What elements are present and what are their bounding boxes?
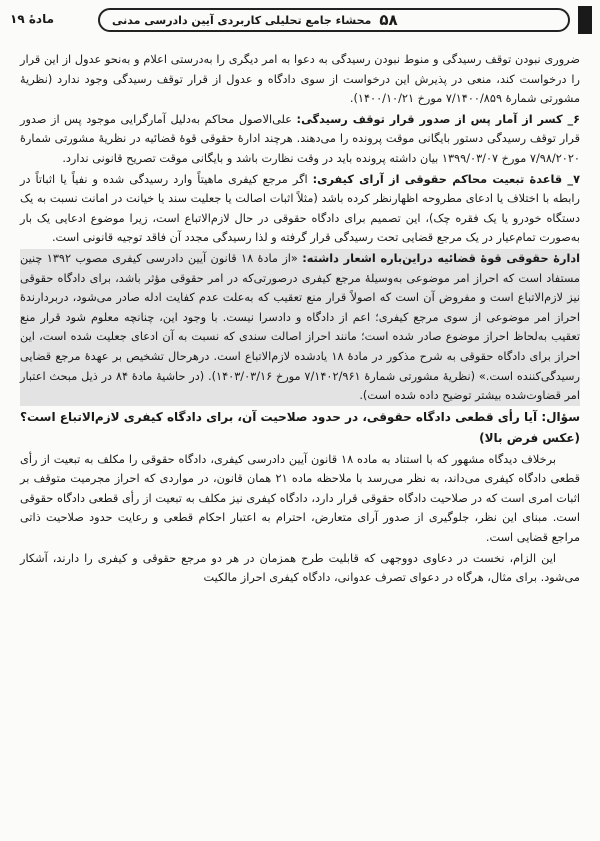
section-7 bbox=[20, 170, 580, 248]
page-body bbox=[20, 50, 580, 589]
legal-opinion-title: ادارهٔ حقوقی قوهٔ قضائیه دراین‌باره اشعار داشته: bbox=[302, 251, 580, 265]
book-title: محشاء جامع تحلیلی کاربردی آیین دادرسی مدنی bbox=[112, 13, 372, 27]
page-header bbox=[8, 6, 592, 34]
answer-paragraph: برخلاف دیدگاه مشهور که با استناد به ماده ۱۸ قانون آیین دادرسی کیفری، دادگاه حقوقی را مکلف به تبعیت از رأی قطعی دادگاه کیفری می‌داند، به نظر می‌رسد با ملاحظه ماده ۲۱ همان قانون، در مواردی که احراز مجرمیت متوقف بر اثبات امری است که در صلاحیت دادگاه حقوقی قرار دارد، دادگاه کیفری نیز مکلف به تبعیت از رأی قطعی دادگاه حقوقی است. مبنای این نظر، جلوگیری از صدور آرای متعارض، احترام به اعتبار احکام قطعی و رعایت حدود صلاحیت ذاتی مراجع قضایی است. bbox=[20, 452, 580, 545]
legal-opinion bbox=[20, 249, 580, 406]
paragraph-1: ضروری نبودن توقف رسیدگی و منوط نبودن رسیدگی به دعوا به امر دیگری را به‌درستی اعلام و به‌نحو عدول از این قرار را درخواست کند، منعی در پذیرش این درخواست از سوی دادگاه و عدول از قرار توقف رسیدگی وجود ندارد (نظریهٔ مشورتی شمارهٔ ۷/۱۴۰۰/۸۵۹ مورخ ۱۴۰۰/۱۰/۲۱). bbox=[20, 53, 580, 106]
section-7-text: اگر مرجع کیفری ماهیتاً وارد رسیدگی شده و نفیاً یا اثباتاً در رابطه با اختلاف یا ادعای مطروحه اظهارنظر کرده باشد (مثلاً اثبات اصالت یا جعلیت سند یا خیانت در امانت نسبت به یک دستگاه خودرو یا یک فقره چک)، این تصمیم برای دادگاه حقوقی در حال لازم‌الاتباع است، زیرا موضوع ادعایی یک بار به‌صورت تمام‌عیار در یک مرجع قضایی تحت رسیدگی قرار گرفته و لذا رسیدگی مجدد آن فاقد توجیه قانونی است. bbox=[20, 172, 580, 245]
question bbox=[20, 407, 580, 449]
section-7-title: ۷_ قاعدهٔ تبعیت محاکم حقوقی از آرای کیفری: bbox=[312, 172, 580, 186]
page-number: ۵۸ bbox=[379, 11, 398, 29]
article-label: مادهٔ ۱۹ bbox=[10, 12, 55, 26]
question-label: سؤال: bbox=[541, 409, 580, 424]
header-title-box bbox=[98, 8, 570, 32]
question-text: آیا رأی قطعی دادگاه حقوقی، در حدود صلاحیت آن، برای دادگاه کیفری لازم‌الاتباع است؟ (عکس فرض بالا) bbox=[20, 409, 580, 445]
header-tab-marker bbox=[578, 6, 592, 34]
legal-opinion-text: «از مادهٔ ۱۸ قانون آیین دادرسی کیفری مصوب ۱۳۹۲ چنین مستفاد است که احراز امر موضوعی به‌وسیلهٔ مرجع کیفری درصورتی‌که در امر حقوقی مؤثر باشد، برای دادگاه حقوقی نیز لازم‌الاتباع است و مفروض آن است که اصولاً قرار منع تعقیب که به‌علت عدم کفایت ادله صادر می‌شود، دربردارندهٔ احراز امر موضوعی از سوی مرجع کیفری؛ اعم از دادگاه و دادسرا نیست. با وجود این، چنانچه معلوم شود قرار منع تعقیب به‌لحاظ احراز موضوع صادر شده است؛ مانند احراز اصالت سندی که نسبت به آن ادعای جعلیت شده است، این احراز برای دادگاه حقوقی به شرح مذکور در مادهٔ ۱۸ یادشده لازم‌الاتباع است. درهرحال تشخیص بر عهدهٔ مرجع قضایی رسیدگی‌کننده است.» (نظریهٔ مشورتی شمارهٔ ۷/۱۴۰۲/۹۶۱ مورخ ۱۴۰۳/۰۳/۱۶). (در حاشیهٔ مادهٔ ۸۴ در ذیل مبحث اعتبار امر قضاوت‌شده بیشتر توضیح داده شده است). bbox=[20, 251, 580, 403]
last-paragraph: این الزام، نخست در دعاوی دووجهی که قابلیت طرح همزمان در هر دو مرجع حقوقی و کیفری را دارند، آشکار می‌شود. برای مثال، هرگاه در دعوای تصرف عدوانی، دادگاه کیفری احراز مالکیت bbox=[20, 551, 580, 585]
section-6 bbox=[20, 110, 580, 169]
section-6-title: ۶_ کسر از آمار پس از صدور قرار توقف رسیدگی: bbox=[296, 112, 581, 126]
section-6-text: علی‌الاصول محاکم به‌دلیل آمارگرایی موجود پس از صدور قرار توقف رسیدگی دستور بایگانی موقت پرونده را می‌دهند. هرچند ادارهٔ حقوقی قوهٔ قضائیه در نظریهٔ مشورتی شمارهٔ ۷/۹۸/۲۰۲۰ مورخ ۱۳۹۹/۰۳/۰۷ بیان داشته پرونده باید در وقت نظارت باشد و بایگانی موقت تصریح قانونی ندارد. bbox=[20, 112, 580, 165]
